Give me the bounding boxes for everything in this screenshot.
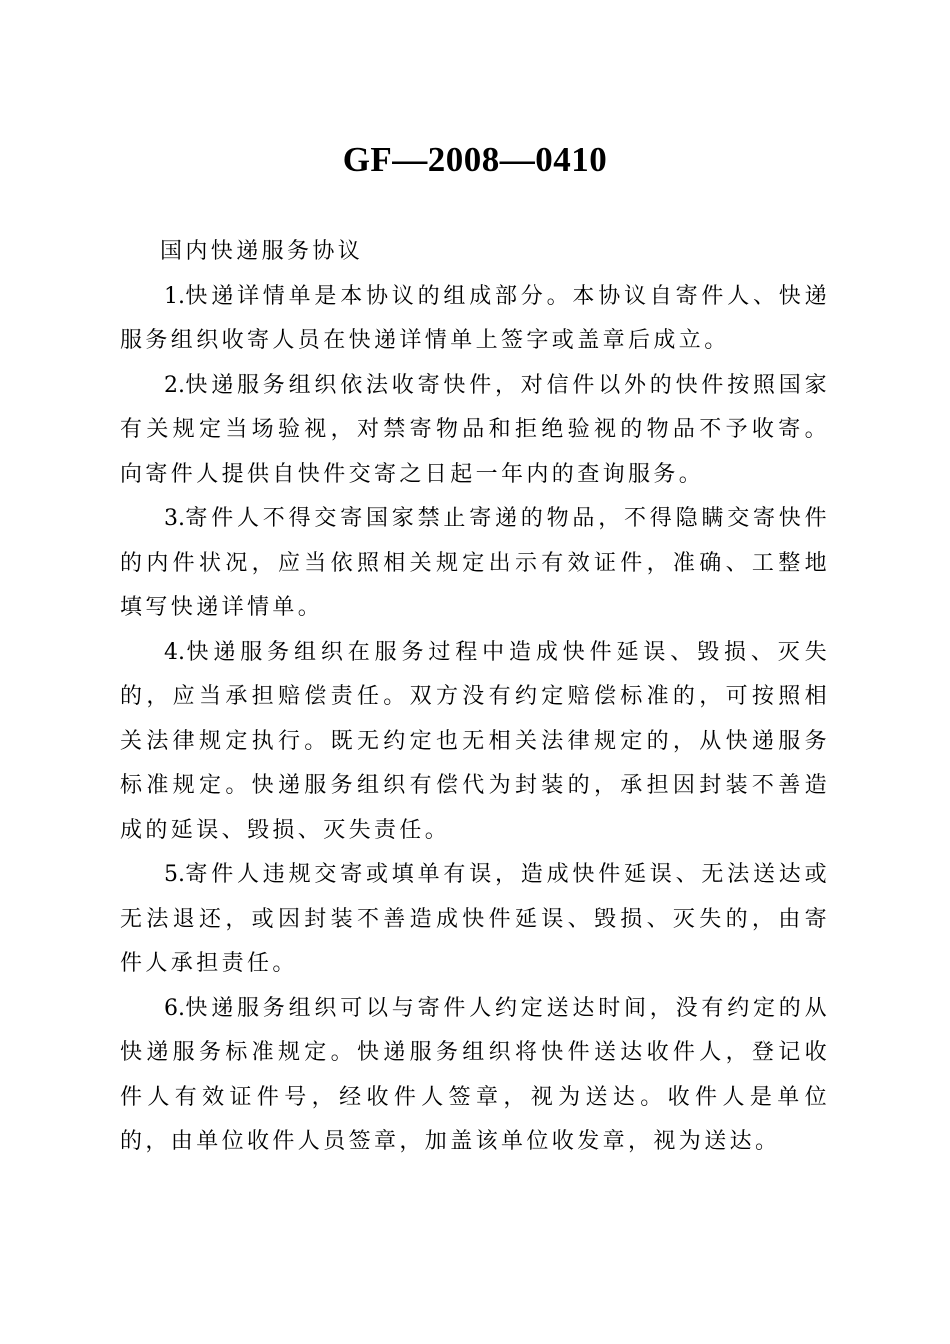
clause-text: 寄件人不得交寄国家禁止寄递的物品，不得隐瞒交寄快件的内件状况，应当依照相关规定出示有效证件，准确、工整地填写快递详情单。	[120, 506, 830, 620]
clause-text: 快递详情单是本协议的组成部分。本协议自寄件人、快递服务组织收寄人员在快递详情单上签字或盖章后成立。	[120, 283, 830, 353]
clause-number: 1.	[164, 283, 185, 309]
document-body	[120, 230, 830, 1165]
clause-2	[120, 364, 830, 498]
clause-number: 2.	[164, 372, 185, 398]
clause-text: 寄件人违规交寄或填单有误，造成快件延误、无法送达或无法退还，或因封装不善造成快件延误、毁损、灭失的，由寄件人承担责任。	[120, 862, 830, 976]
clause-text: 快递服务组织可以与寄件人约定送达时间，没有约定的从快递服务标准规定。快递服务组织将快件送达收件人，登记收件人有效证件号，经收件人签章，视为送达。收件人是单位的，由单位收件人员签章，加盖该单位收发章，视为送达。	[120, 995, 830, 1154]
clause-5	[120, 853, 830, 987]
clause-6	[120, 987, 830, 1165]
clause-4	[120, 631, 830, 854]
agreement-title: 国内快递服务协议	[160, 239, 364, 264]
clause-number: 3.	[164, 506, 185, 531]
clause-1	[120, 275, 830, 364]
document-code: GF—2008—0410	[342, 140, 608, 179]
clause-number: 6.	[164, 995, 185, 1021]
clause-text: 快递服务组织依法收寄快件，对信件以外的快件按照国家有关规定当场验视，对禁寄物品和拒绝验视的物品不予收寄。向寄件人提供自快件交寄之日起一年内的查询服务。	[120, 372, 830, 487]
clause-3	[120, 497, 830, 631]
clause-number: 5.	[164, 862, 185, 887]
clause-text: 快递服务组织在服务过程中造成快件延误、毁损、灭失的，应当承担赔偿责任。双方没有约定赔偿标准的，可按照相关法律规定执行。既无约定也无相关法律规定的，从快递服务标准规定。快递服务组织有偿代为封装的，承担因封装不善造成的延误、毁损、灭失责任。	[120, 639, 830, 843]
clause-number: 4.	[164, 639, 185, 665]
